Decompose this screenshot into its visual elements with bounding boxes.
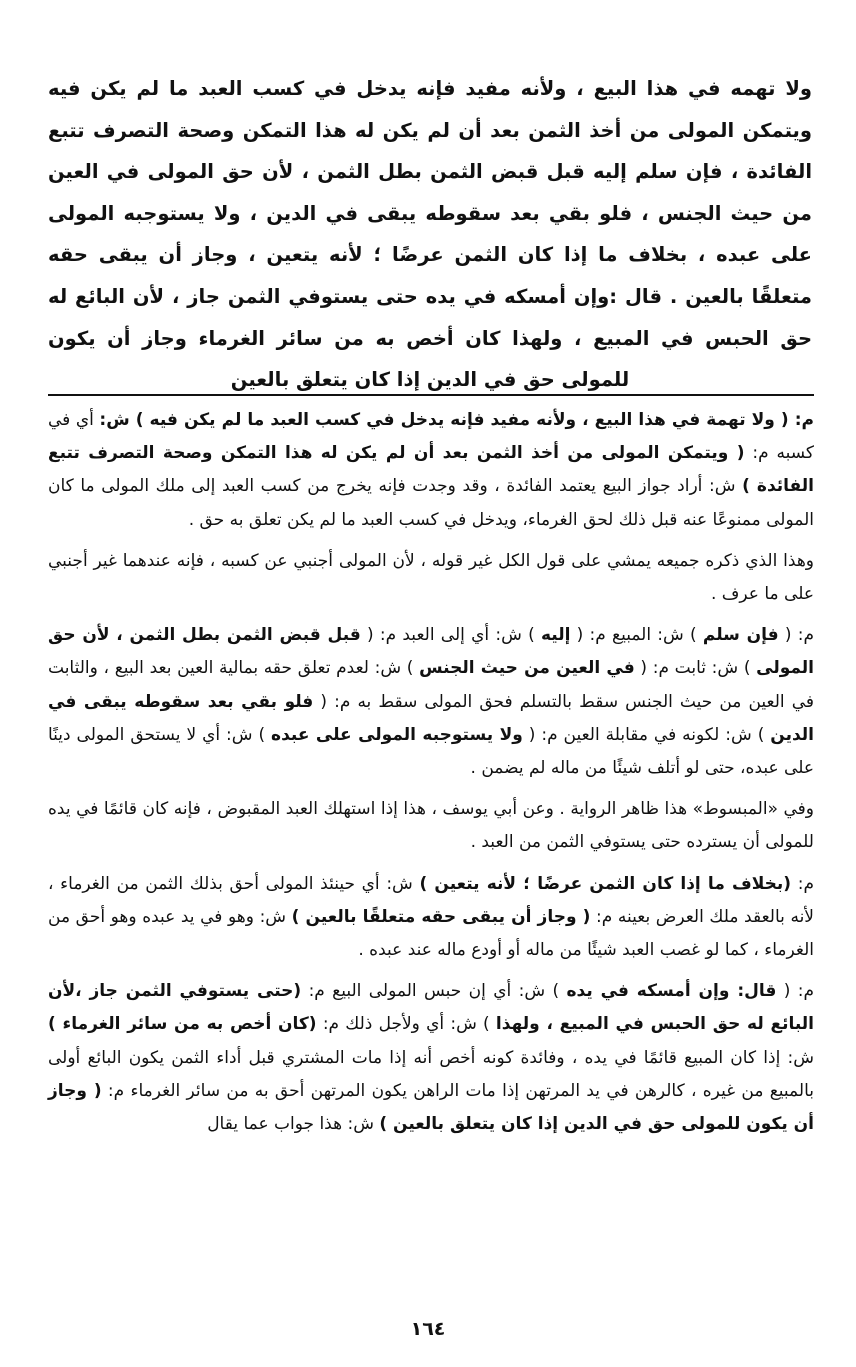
quoted-matn: م: ( ولا تهمة في هذا البيع ، ولأنه مفيد فإنه يدخل في كسب العبد ما لم يكن فيه ) ش: <box>99 410 815 430</box>
quoted-matn: (حتى يستوفي الثمن جاز ،لأن البائع له حق الحبس في المبيع ، ولهذا <box>48 981 815 1035</box>
commentary-text: ش: أراد جواز البيع يعتمد الفائدة ، وقد وجدت فإنه يخرج من كسب العبد إلى ملك المولى ما كان المولى ممنوعًا عنه قبل ذلك لحق الغرماء، ويدخل في كسب العبد ما لم يكن تعلق به حق . <box>48 476 814 530</box>
quoted-matn: فلو بقي بعد سقوطه يبقى في الدين <box>48 691 814 745</box>
quoted-matn: في العين من حيث الجنس <box>419 658 635 679</box>
commentary-text: ) ش: أي إلى العبد م: ( <box>367 625 535 646</box>
commentary-text: ) ش: لكونه في مقابلة العين م: ( <box>528 724 765 745</box>
commentary-paragraph-5 <box>48 868 814 968</box>
quoted-matn: قبل قبض الثمن بطل الثمن ، لأن حق المولى <box>48 625 815 679</box>
commentary-text: م: ( <box>784 625 815 646</box>
commentary-paragraph-6 <box>48 975 814 1141</box>
commentary-text: ) ش: أي لا يستحق المولى دينًا على عبده، حتى لو أتلف شيئًا من ماله لم يضمن . <box>48 724 814 779</box>
commentary-text: ش: أي حينئذ المولى أحق بذلك الثمن من الغرماء ، لأنه بالعقد ملك العرض بعينه م: <box>48 873 815 927</box>
commentary-text: م: ( <box>783 981 815 1002</box>
matn-paragraph: ولا تهمه في هذا البيع ، ولأنه مفيد فإنه يدخل في كسب العبد ما لم يكن فيه ويتمكن المولى من أخذ الثمن بعد أن لم يكن له هذا التمكن وصحة التصرف تتبع الفائدة ، فإن سلم إليه قبل قبض الثمن بطل الثمن ، لأن حق المولى في العين من حيث الجنس ، فلو بقي بعد سقوطه يبقى في الدين ، ولا يستوجبه المولى على عبده ، بخلاف ما إذا كان الثمن عرضًا ؛ لأنه يتعين ، وجاز أن يبقى حقه متعلقًا بالعين . قال :وإن أمسكه في يده حتى يستوفي الثمن جاز ، لأن البائع له حق الحبس في المبيع ، ولهذا كان أخص به من سائر الغرماء وجاز أن يكون للمولى حق في الدين إذا كان يتعلق بالعين <box>48 77 812 392</box>
footnote-separator-line <box>48 394 814 396</box>
commentary-text: ) ش: ثابت م: ( <box>640 658 751 679</box>
page-number: ١٦٤ <box>410 1318 446 1340</box>
quoted-matn: ولا يستوجبه المولى على عبده <box>271 724 523 745</box>
quoted-matn: ( وجاز أن يبقى حقه متعلقًا بالعين ) <box>291 906 591 927</box>
commentary-text: ) ش: أي ولأجل ذلك م: <box>322 1014 490 1035</box>
commentary-paragraph-2: وهذا الذي ذكره جميعه يمشي على قول الكل غير قوله ، لأن المولى أجنبي عن كسبه ، فإنه عندهما غير أجنبي على ما عرف . <box>48 550 814 605</box>
quoted-matn: (بخلاف ما إذا كان الثمن عرضًا ؛ لأنه يتعين ) <box>419 873 792 894</box>
commentary-paragraph-4: وفي «المبسوط» هذا ظاهر الرواية . وعن أبي يوسف ، هذا إذا استهلك العبد المقبوض ، فإنه كان قائمًا في يده للمولى أن يسترده حتى يستوفي الثمن من العبد . <box>48 799 814 853</box>
commentary-text: ش: وهو في يد عبده وهو أحق من الغرماء ، كما لو غصب العبد شيئًا من ماله أو أودع ماله عند عبده . <box>48 906 814 961</box>
quoted-matn: ( وجاز أن يكون للمولى حق في الدين إذا كان يتعلق بالعين ) <box>48 1080 814 1135</box>
matn-text-block <box>48 68 812 401</box>
commentary-text: ش: إذا كان المبيع قائمًا في يده ، وفائدة كونه أخص أنه إذا مات المشتري قبل أداء الثمن يكون البائع أولى بالمبيع من غيره ، كالرهن في يد المرتهن إذا مات الراهن يكون المرتهن أحق به من سائر الغرماء م: <box>48 1047 814 1101</box>
quoted-matn: إليه <box>540 625 571 646</box>
commentary-text: ) ش: لعدم تعلق حقه بمالية العين بعد البيع ، والثابت في العين من حيث الجنس سقط بالتسلم فحق المولى سقط به م: ( <box>48 658 814 712</box>
commentary-text: م: <box>797 873 815 894</box>
quoted-matn: قال: وإن أمسكه في يده <box>566 981 777 1002</box>
commentary-text: ) ش: أي إن حبس المولى البيع م: <box>308 981 560 1002</box>
commentary-paragraph-1 <box>48 404 814 537</box>
quoted-matn: ( ويتمكن المولى من أخذ الثمن بعد أن لم يكن له هذا التمكن وصحة التصرف تتبع الفائدة ) <box>48 443 814 497</box>
commentary-paragraph-3 <box>48 619 814 785</box>
sharh-commentary-block <box>48 404 814 1141</box>
commentary-text: ) ش: المبيع م: ( <box>576 625 697 646</box>
commentary-text: ش: هذا جواب عما يقال <box>207 1114 374 1135</box>
quoted-matn: فإن سلم <box>702 625 779 646</box>
commentary-text: أي في كسبه م: <box>48 410 814 464</box>
quoted-matn: (كان أخص به من سائر الغرماء ) <box>48 1014 317 1035</box>
